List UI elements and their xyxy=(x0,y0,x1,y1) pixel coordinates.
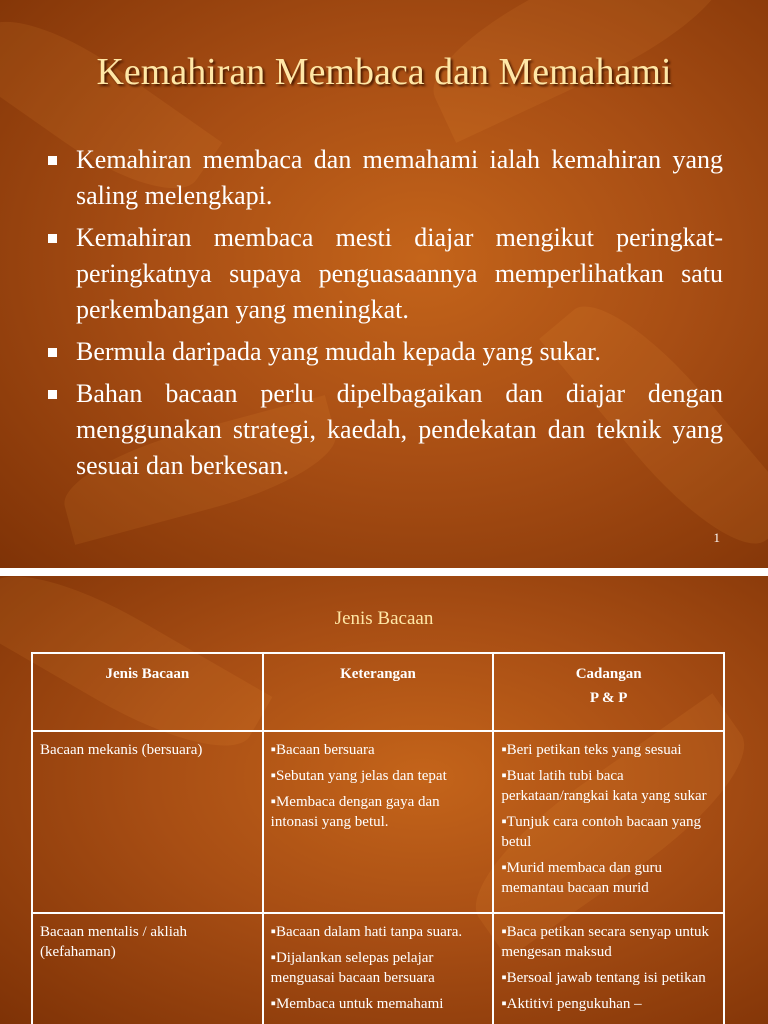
bullet-list xyxy=(48,142,723,490)
square-bullet-icon xyxy=(48,390,57,399)
slide-title: Kemahiran Membaca dan Memahami xyxy=(96,51,672,93)
square-bullet-icon xyxy=(48,156,57,165)
bullet-item: Kemahiran membaca mesti diajar mengikut peringkat-peringkatnya supaya penguasaannya memperlihatkan satu perkembangan yang meningkat. xyxy=(48,220,723,328)
table-cell: Bacaan mentalis / akliah (kefahaman) xyxy=(32,913,263,1024)
column-header: Keterangan xyxy=(263,653,494,731)
slide-title: Jenis Bacaan xyxy=(334,608,434,629)
table-cell: ▪Bacaan dalam hati tanpa suara. ▪Dijalankan selepas pelajar menguasai bacaan bersuara ▪Membaca untuk memahami xyxy=(263,913,494,1024)
bullet-item: Kemahiran membaca dan memahami ialah kemahiran yang saling melengkapi. xyxy=(48,142,723,214)
table-cell: ▪Beri petikan teks yang sesuai ▪Buat latih tubi baca perkataan/rangkai kata yang sukar ▪Tunjuk cara contoh bacaan yang betul ▪Murid membaca dan guru memantau bacaan murid xyxy=(493,731,724,913)
square-bullet-icon xyxy=(48,234,57,243)
page-number: 1 xyxy=(713,530,720,545)
table-row xyxy=(32,913,724,1024)
bullet-item: Bermula daripada yang mudah kepada yang sukar. xyxy=(48,334,723,370)
bullet-item: Bahan bacaan perlu dipelbagaikan dan diajar dengan menggunakan strategi, kaedah, pendekatan dan teknik yang sesuai dan berkesan. xyxy=(48,376,723,484)
slide-2 xyxy=(0,576,768,1024)
table-cell: Bacaan mekanis (bersuara) xyxy=(32,731,263,913)
table-row xyxy=(32,731,724,913)
column-header: Cadangan P & P xyxy=(493,653,724,731)
column-header: Jenis Bacaan xyxy=(32,653,263,731)
square-bullet-icon xyxy=(48,348,57,357)
table-header-row xyxy=(32,653,724,731)
table-cell: ▪Baca petikan secara senyap untuk mengesan maksud ▪Bersoal jawab tentang isi petikan ▪Aktitivi pengukuhan – xyxy=(493,913,724,1024)
jenis-bacaan-table xyxy=(31,652,725,1024)
table-cell: ▪Bacaan bersuara ▪Sebutan yang jelas dan tepat ▪Membaca dengan gaya dan intonasi yang betul. xyxy=(263,731,494,913)
